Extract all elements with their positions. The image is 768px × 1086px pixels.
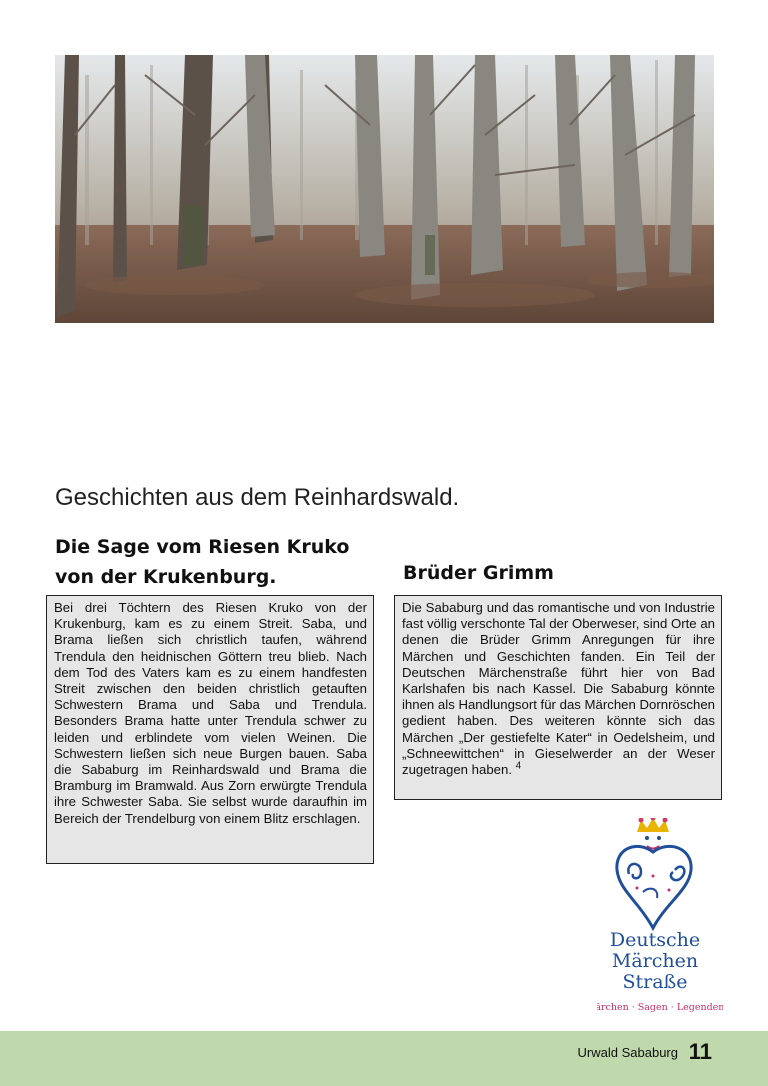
page-number: 11 xyxy=(688,1039,712,1064)
logo-line1: Deutsche xyxy=(609,929,701,951)
left-story-title-line2: von der Krukenburg. xyxy=(55,566,277,588)
page-footer xyxy=(0,1031,768,1086)
logo-line2: Märchen xyxy=(611,950,699,972)
left-story-body: Bei drei Töchtern des Riesen Kruko von der Krukenburg, kam es zu einem Streit. Saba, und Brama ließen sich christlich taufen, während Trendula den heidnischen Göttern treu blieb. Nach dem Tod des Vaters kam es zu einem handfesten Streit zwischen den beiden christlich getauften Schwestern Brama und Saba und Trendula. Besonders Brama hatte unter Trendula schwer zu leiden und erblindete vom vielen Weinen. Die Schwestern ließen sich neue Burgen bauen. Saba die Sababurg im Reinhardswald und Brama die Bramburg im Bramwald. Aus Zorn erwürgte Trendula ihre Schwester Saba. Sie selbst wurde daraufhin im Bereich der Trendelburg von einem Blitz erschlagen. xyxy=(54,600,367,826)
footer-label: Urwald Sababurg xyxy=(577,1045,678,1060)
crown-icon xyxy=(637,818,669,849)
forest-photo xyxy=(55,55,714,323)
page-headline: Geschichten aus dem Reinhardswald. xyxy=(55,484,460,511)
left-story-title-line1: Die Sage vom Riesen Kruko xyxy=(55,536,350,558)
right-story-paragraph xyxy=(402,600,715,778)
right-story-box xyxy=(394,595,722,800)
logo-line3: Straße xyxy=(622,971,688,993)
right-story-body: Die Sababurg und das romantische und von Industrie fast völlig verschonte Tal der Oberweser, sind Orte an denen die Brüder Grimm Anregungen für ihre Märchen und Geschichten fanden. Ein Teil der Deutschen Märchenstraße führt hier von Bad Karlshafen bis nach Kassel. Die Sababurg könnte ihnen als Handlungsort für das Märchen Dornröschen gedient haben. Des weiteren könnte sich das Märchen „Der gestiefelte Kater“ in Oedelsheim, und „Schneewittchen“ in Gieselwerder an der Weser zugetragen haben. xyxy=(402,600,716,778)
right-story-title: Brüder Grimm xyxy=(403,562,554,584)
deutsche-maerchenstrasse-logo xyxy=(597,818,723,1018)
logo-tagline: Märchen · Sagen · Legenden xyxy=(597,1002,723,1013)
heart-icon xyxy=(617,846,691,928)
left-story-box xyxy=(46,595,374,864)
footnote-marker: 4 xyxy=(515,760,522,772)
left-story-title xyxy=(55,532,349,592)
